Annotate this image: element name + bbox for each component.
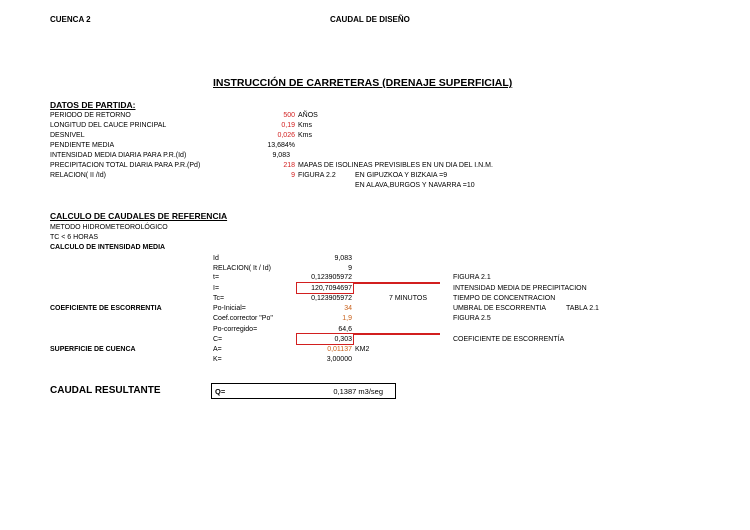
relacion-it-label: RELACION( It / Id) (213, 265, 271, 272)
coef-corrector-note: FIGURA 2.5 (453, 315, 491, 322)
main-title: INSTRUCCIÓN DE CARRETERAS (DRENAJE SUPERFICIAL) (213, 77, 513, 89)
tc-label: Tc= (213, 295, 225, 302)
tc-condition: TC < 6 HORAS (50, 234, 99, 241)
c-note: COEFICIENTE DE ESCORRENTÍA (453, 336, 565, 343)
i-label: I= (213, 285, 220, 292)
calculo-heading: CALCULO DE CAUDALES DE REFERENCIA (50, 211, 228, 221)
periodo-retorno-label: PERIODO DE RETORNO (50, 112, 131, 119)
cuenca-label: CUENCA 2 (50, 15, 91, 24)
c-highlight-line (354, 333, 440, 335)
pendiente-media-label: PENDIENTE MEDIA (50, 142, 115, 149)
relacion-note-alava: EN ALAVA,BURGOS Y NAVARRA =10 (355, 182, 475, 189)
q-value: 0,1387 m3/seg (333, 387, 383, 396)
i-value: 120,7094697 (311, 285, 352, 292)
desnivel-value: 0,026 (277, 132, 295, 139)
tc-minutes: 7 MINUTOS (389, 295, 427, 302)
datos-partida-heading: DATOS DE PARTIDA: (50, 100, 136, 110)
relacion-note-gipuzkoa: EN GIPUZKOA Y BIZKAIA =9 (355, 172, 448, 179)
c-value: 0,303 (334, 336, 352, 343)
tc-value: 0,123905972 (311, 295, 352, 302)
metodo-label: METODO HIDROMETEOROLÓGICO (50, 224, 168, 231)
id-value: 9,083 (334, 255, 352, 262)
relacion-label: RELACION( II /Id) (50, 172, 107, 179)
coef-escorrentia-heading: COEFICIENTE DE ESCORRENTIA (50, 305, 162, 312)
po-inicial-value: 34 (344, 305, 352, 312)
tc-note: TIEMPO DE CONCENTRACION (453, 295, 556, 302)
t-note: FIGURA 2.1 (453, 274, 491, 281)
periodo-retorno-unit: AÑOS (298, 112, 318, 119)
desnivel-unit: Kms (298, 132, 312, 139)
t-label: t= (213, 274, 220, 281)
k-label: K= (213, 356, 222, 363)
relacion-value: 9 (291, 172, 295, 179)
c-label: C= (213, 336, 223, 343)
caudal-diseno-title: CAUDAL DE DISEÑO (330, 15, 410, 24)
k-value: 3,00000 (326, 356, 352, 363)
longitud-cauce-value: 0,19 (281, 122, 295, 129)
coef-corrector-value: 1,9 (342, 315, 352, 322)
periodo-retorno-value: 500 (283, 112, 295, 119)
caudal-resultante-heading: CAUDAL RESULTANTE (50, 385, 161, 396)
q-label: Q= (215, 387, 226, 396)
relacion-it-value: 9 (348, 265, 352, 272)
po-inicial-table: TABLA 2.1 (566, 305, 599, 312)
intensidad-heading: CALCULO DE INTENSIDAD MEDIA (50, 244, 166, 251)
t-value: 0,123905972 (311, 274, 352, 281)
precipitacion-value: 218 (283, 162, 295, 169)
i-note: INTENSIDAD MEDIA DE PRECIPITACION (453, 285, 587, 292)
longitud-cauce-label: LONGITUD DEL CAUCE PRINCIPAL (50, 122, 167, 129)
po-inicial-note: UMBRAL DE ESCORRENTIA (453, 305, 547, 312)
relacion-figura: FIGURA 2.2 (298, 172, 336, 179)
superficie-heading: SUPERFICIE DE CUENCA (50, 346, 136, 353)
desnivel-label: DESNIVEL (50, 132, 85, 139)
pendiente-media-value: 13,684% (267, 142, 295, 149)
po-corregido-value: 64,6 (338, 326, 352, 333)
precipitacion-label: PRECIPITACION TOTAL DIARIA PARA P.R.(Pd) (50, 162, 201, 169)
coef-corrector-label: Coef.corrector "Po" (213, 315, 273, 322)
a-unit: KM2 (355, 346, 370, 353)
longitud-cauce-unit: Kms (298, 122, 312, 129)
i-highlight-line (354, 282, 440, 284)
intensidad-media-value: 9,083 (272, 152, 290, 159)
intensidad-media-label: INTENSIDAD MEDIA DIARIA PARA P.R.(Id) (50, 152, 187, 159)
po-corregido-label: Po-corregido= (213, 326, 258, 333)
id-label: Id (213, 255, 219, 262)
a-value: 0,01137 (327, 346, 352, 353)
precipitacion-note: MAPAS DE ISOLINEAS PREVISIBLES EN UN DIA DEL I.N.M. (298, 162, 493, 169)
po-inicial-label: Po-Inicial= (213, 305, 246, 312)
a-label: A= (213, 346, 222, 353)
